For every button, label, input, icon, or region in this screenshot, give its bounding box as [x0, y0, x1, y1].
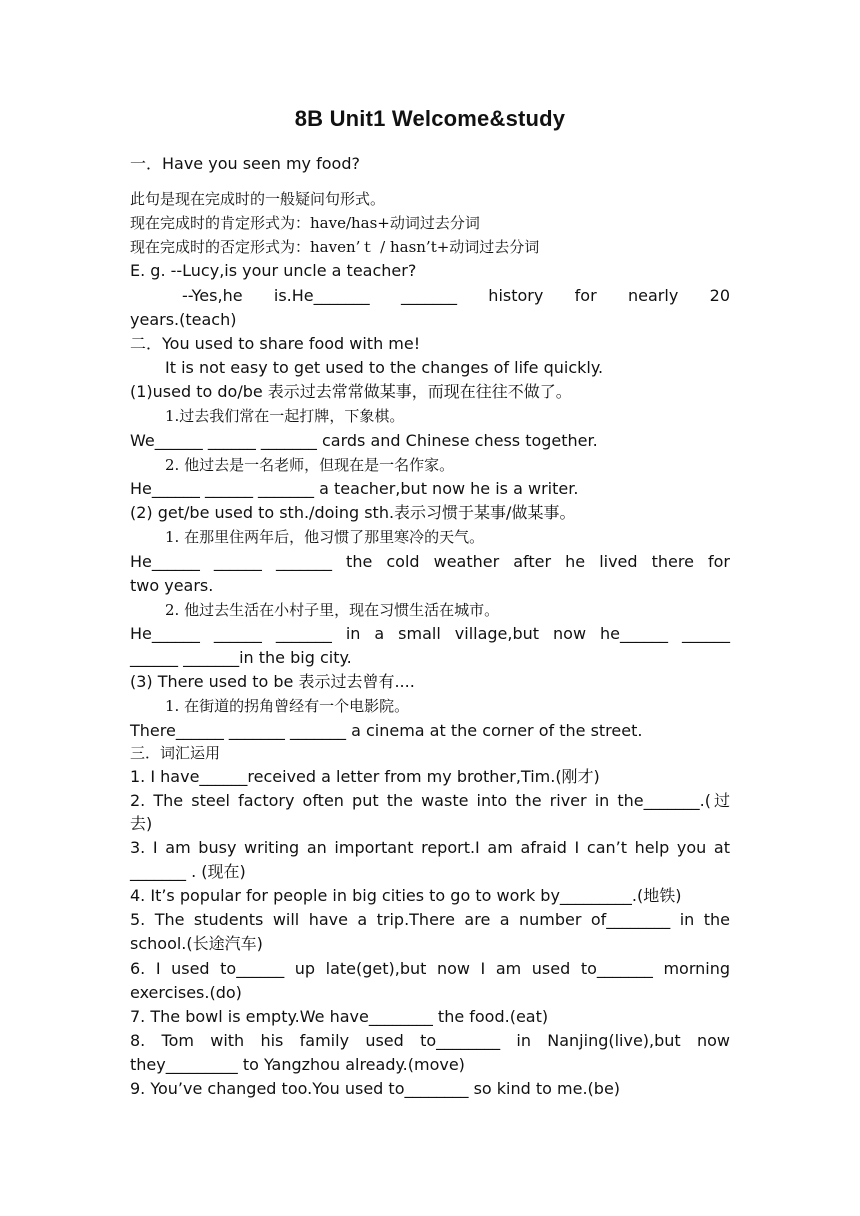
grammar-point: (3) There used to be 表示过去曾有....	[130, 672, 415, 691]
section-3-heading: 三．词汇运用	[130, 744, 221, 762]
grammar-point: (2) get/be used to sth./doing sth.表示习惯于某事/做某事。	[130, 503, 576, 522]
exercise-line: He______ ______ _______ in a small village,but now he______ ______	[130, 624, 730, 643]
exercise-prompt: 1.过去我们常在一起打牌，下象棋。	[165, 407, 405, 425]
section-1-heading: 一．Have you seen my food?	[130, 154, 360, 173]
vocab-item: 3. I am busy writing an important report.I am afraid I can’t help you at	[130, 838, 730, 857]
vocab-item: exercises.(do)	[130, 983, 242, 1002]
page-title: 8B Unit1 Welcome&study	[294, 106, 566, 131]
exercise-line: We______ ______ _______ cards and Chinese chess together.	[130, 431, 598, 450]
exercise-prompt: 2. 他过去是一名老师，但现在是一名作家。	[165, 456, 455, 474]
exercise-line: There______ _______ _______ a cinema at the corner of the street.	[130, 721, 643, 740]
exercise-prompt: 2. 他过去生活在小村子里，现在习惯生活在城市。	[165, 601, 500, 619]
example-line: E. g. --Lucy,is your uncle a teacher?	[130, 261, 417, 280]
vocab-item: 8. Tom with his family used to________ in Nanjing(live),but now	[130, 1031, 730, 1050]
exercise-line: ______ _______in the big city.	[130, 648, 352, 667]
grammar-note: 现在完成时的肯定形式为：have/has+动词过去分词	[130, 214, 480, 232]
grammar-point: (1)used to do/be 表示过去常常做某事，而现在往往不做了。	[130, 382, 572, 401]
example-line: years.(teach)	[130, 310, 237, 329]
vocab-item: _______ . (现在)	[130, 862, 246, 881]
exercise-line: He______ ______ _______ a teacher,but now he is a writer.	[130, 479, 579, 498]
section-2-heading: 二．You used to share food with me!	[130, 334, 421, 353]
example-line: --Yes,he is.He_______ _______ history for nearly 20	[182, 286, 730, 305]
vocab-item: 9. You’ve changed too.You used to________ so kind to me.(be)	[130, 1079, 621, 1098]
example-line: It is not easy to get used to the changes of life quickly.	[165, 358, 604, 377]
vocab-item: 4. It’s popular for people in big cities to go to work by_________.(地铁)	[130, 886, 682, 905]
grammar-note: 此句是现在完成时的一般疑问句形式。	[130, 190, 386, 208]
vocab-item: school.(长途汽车)	[130, 934, 263, 953]
grammar-note: 现在完成时的否定形式为：haven’ｔ / hasn’t+动词过去分词	[130, 238, 540, 256]
exercise-line: He______ ______ _______ the cold weather after he lived there for	[130, 552, 730, 571]
vocab-item: they_________ to Yangzhou already.(move)	[130, 1055, 465, 1074]
exercise-prompt: 1. 在那里住两年后，他习惯了那里寒冷的天气。	[165, 528, 485, 546]
vocab-item: 1. I have______received a letter from my brother,Tim.(刚才)	[130, 767, 600, 786]
vocab-item: 去)	[130, 814, 153, 833]
exercise-line: two years.	[130, 576, 214, 595]
vocab-item: 2. The steel factory often put the waste into the river in the_______.(过	[130, 791, 730, 810]
vocab-item: 6. I used to______ up late(get),but now I am used to_______ morning	[130, 959, 730, 978]
vocab-item: 5. The students will have a trip.There are a number of________ in the	[130, 910, 730, 929]
vocab-item: 7. The bowl is empty.We have________ the food.(eat)	[130, 1007, 549, 1026]
exercise-prompt: 1. 在街道的拐角曾经有一个电影院。	[165, 697, 410, 715]
